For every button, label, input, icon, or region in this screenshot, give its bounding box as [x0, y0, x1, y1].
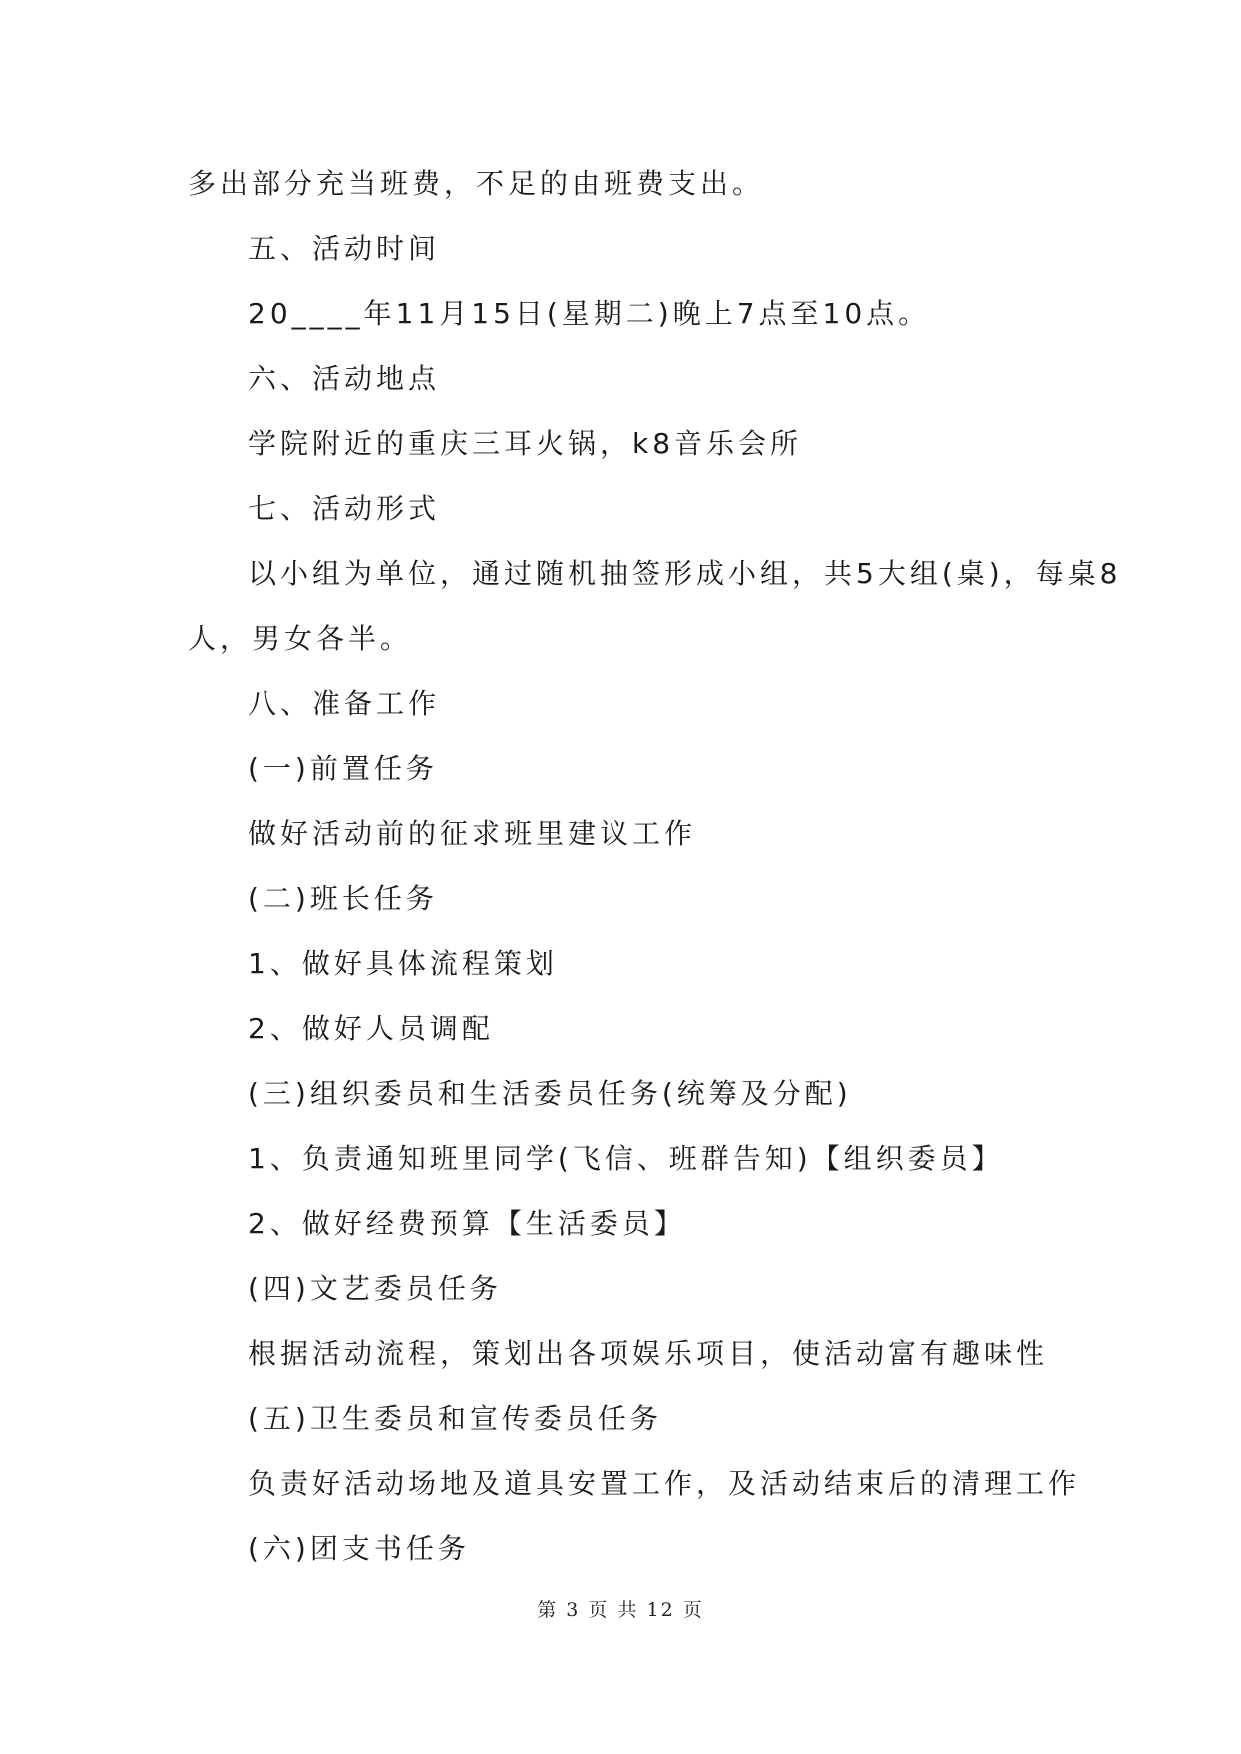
paragraph-line: 人，男女各半。 [188, 622, 413, 655]
list-item: 2、做好人员调配 [248, 1012, 494, 1045]
section-heading: 五、活动时间 [248, 232, 441, 265]
paragraph-line: 以小组为单位，通过随机抽签形成小组，共5大组(桌)，每桌8 [248, 557, 1122, 590]
paragraph-line: 根据活动流程，策划出各项娱乐项目，使活动富有趣味性 [248, 1337, 1049, 1370]
paragraph-line: 负责好活动场地及道具安置工作，及活动结束后的清理工作 [248, 1467, 1081, 1500]
paragraph-line: 学院附近的重庆三耳火锅，k8音乐会所 [248, 427, 803, 460]
paragraph-line: 多出部分充当班费，不足的由班费支出。 [188, 167, 765, 200]
section-heading: 七、活动形式 [248, 492, 441, 525]
paragraph-line: 20____年11月15日(星期二)晚上7点至10点。 [248, 297, 931, 330]
subsection-heading: (三)组织委员和生活委员任务(统筹及分配) [248, 1077, 852, 1110]
subsection-heading: (五)卫生委员和宣传委员任务 [248, 1402, 662, 1435]
list-item: 1、做好具体流程策划 [248, 947, 558, 980]
paragraph-line: 做好活动前的征求班里建议工作 [248, 817, 697, 850]
list-item: 2、做好经费预算【生活委员】 [248, 1207, 686, 1240]
subsection-heading: (一)前置任务 [248, 752, 438, 785]
section-heading: 八、准备工作 [248, 687, 441, 720]
subsection-heading: (四)文艺委员任务 [248, 1272, 502, 1305]
subsection-heading: (六)团支书任务 [248, 1532, 470, 1565]
page-number-footer: 第 3 页 共 12 页 [537, 1599, 704, 1621]
list-item: 1、负责通知班里同学(飞信、班群告知)【组织委员】 [248, 1142, 1004, 1175]
subsection-heading: (二)班长任务 [248, 882, 438, 915]
section-heading: 六、活动地点 [248, 362, 441, 395]
